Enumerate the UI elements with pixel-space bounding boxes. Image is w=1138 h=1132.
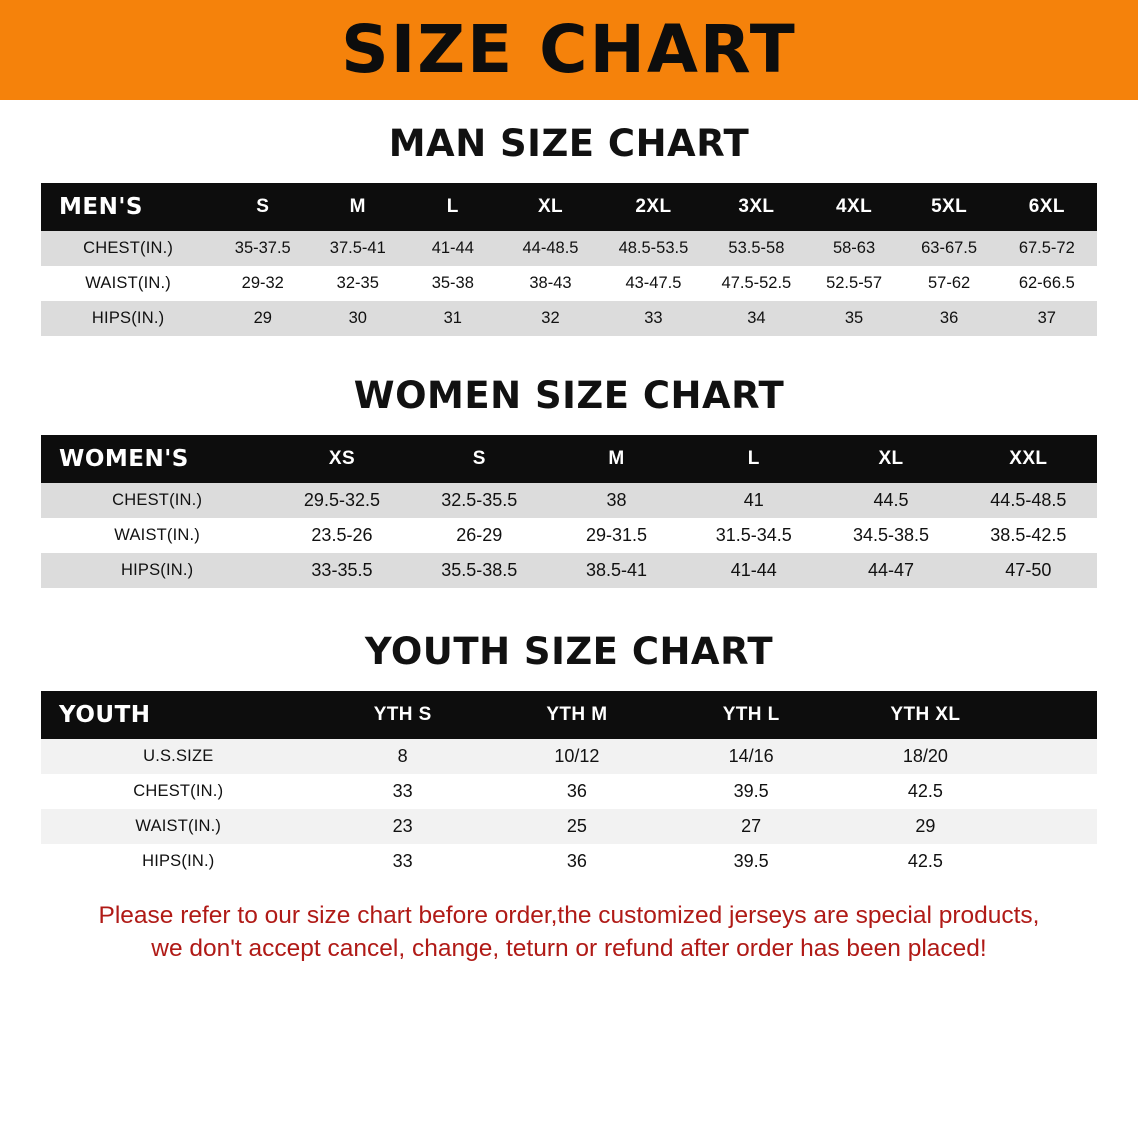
youth-ussize-yth-s: 8 <box>397 746 408 766</box>
youth-row-hips-label: HIPS(IN.) <box>142 852 215 870</box>
women-chest-xs: 29.5-32.5 <box>303 490 380 510</box>
youth-header-label: YOUTH <box>59 702 151 728</box>
youth-hips-yth-s: 33 <box>392 851 413 871</box>
table-row <box>41 483 1097 518</box>
table-row <box>41 266 1097 301</box>
man-waist-6xl: 62-66.5 <box>1018 274 1075 292</box>
man-hips-6xl: 37 <box>1037 309 1056 327</box>
youth-chest-yth-m: 36 <box>566 781 587 801</box>
man-hips-xl: 32 <box>541 309 560 327</box>
women-waist-s: 26-29 <box>456 525 503 545</box>
women-chest-l: 41 <box>743 490 764 510</box>
man-row-waist-label: WAIST(IN.) <box>85 274 171 292</box>
women-chest-xl: 44.5 <box>873 490 909 510</box>
order-policy-note <box>39 899 1099 965</box>
youth-hips-spacer <box>1012 844 1097 879</box>
youth-size-table-wrapper <box>41 691 1097 879</box>
man-header-6xl: 6XL <box>1028 196 1065 217</box>
youth-header-spacer <box>1012 691 1097 739</box>
man-header-3xl: 3XL <box>738 196 775 217</box>
man-row-chest-label: CHEST(IN.) <box>83 239 174 257</box>
man-size-table-wrapper <box>41 183 1097 336</box>
youth-waist-yth-xl: 29 <box>915 816 936 836</box>
women-hips-xxl: 47-50 <box>1005 560 1052 580</box>
man-header-m: M <box>349 196 366 217</box>
youth-row-ussize-label: U.S.SIZE <box>143 747 214 765</box>
youth-size-table <box>41 691 1097 879</box>
table-row <box>41 301 1097 336</box>
man-chest-4xl: 58-63 <box>832 239 876 257</box>
youth-row-waist-label: WAIST(IN.) <box>135 817 222 835</box>
women-hips-m: 38.5-41 <box>585 560 648 580</box>
order-policy-note-line2: we don't accept cancel, change, teturn or refund after order has been placed! <box>151 935 987 963</box>
man-waist-m: 32-35 <box>336 274 379 292</box>
man-chest-3xl: 53.5-58 <box>728 239 785 257</box>
man-header-4xl: 4XL <box>836 196 873 217</box>
women-hips-s: 35.5-38.5 <box>441 560 518 580</box>
table-row <box>41 739 1097 774</box>
women-chest-s: 32.5-35.5 <box>441 490 518 510</box>
youth-waist-yth-l: 27 <box>741 816 762 836</box>
women-header-s: S <box>472 448 486 469</box>
man-hips-5xl: 36 <box>939 309 959 327</box>
youth-hips-yth-l: 39.5 <box>733 851 769 871</box>
man-table-header-row <box>41 183 1097 231</box>
man-header-s: S <box>256 196 270 217</box>
man-waist-s: 29-32 <box>241 274 284 292</box>
women-row-hips-label: HIPS(IN.) <box>120 561 194 579</box>
youth-ussize-yth-m: 10/12 <box>554 746 600 766</box>
women-waist-xl: 34.5-38.5 <box>852 525 930 545</box>
man-section-title: MAN SIZE CHART <box>388 122 750 165</box>
youth-hips-yth-xl: 42.5 <box>907 851 943 871</box>
youth-ussize-spacer <box>1012 739 1097 774</box>
women-size-table <box>41 435 1097 588</box>
youth-header-yth-m: YTH M <box>546 704 608 725</box>
youth-header-yth-xl: YTH XL <box>890 704 961 725</box>
women-chest-xxl: 44.5-48.5 <box>990 490 1067 510</box>
women-waist-xxl: 38.5-42.5 <box>990 525 1067 545</box>
man-hips-l: 31 <box>443 309 462 327</box>
man-header-label: MEN'S <box>59 194 143 220</box>
man-chest-s: 35-37.5 <box>234 239 291 257</box>
man-waist-3xl: 47.5-52.5 <box>721 274 792 292</box>
youth-waist-yth-m: 25 <box>566 816 587 836</box>
women-row-chest-label: CHEST(IN.) <box>112 491 203 509</box>
man-waist-4xl: 52.5-57 <box>826 274 883 292</box>
man-waist-5xl: 57-62 <box>927 274 971 292</box>
youth-header-yth-s: YTH S <box>373 704 432 725</box>
women-header-l: L <box>747 448 760 469</box>
youth-chest-spacer <box>1012 774 1097 809</box>
page-title: SIZE CHART <box>341 11 797 88</box>
man-chest-l: 41-44 <box>431 239 474 257</box>
table-row <box>41 809 1097 844</box>
man-waist-l: 35-38 <box>431 274 474 292</box>
man-hips-2xl: 33 <box>644 309 663 327</box>
table-row <box>41 231 1097 266</box>
table-row <box>41 518 1097 553</box>
youth-hips-yth-m: 36 <box>566 851 587 871</box>
youth-chest-yth-l: 39.5 <box>733 781 769 801</box>
man-waist-2xl: 43-47.5 <box>625 274 682 292</box>
women-hips-xs: 33-35.5 <box>311 560 373 580</box>
youth-ussize-yth-l: 14/16 <box>728 746 774 766</box>
man-row-hips-label: HIPS(IN.) <box>91 309 165 327</box>
youth-table-header-row <box>41 691 1097 739</box>
youth-waist-spacer <box>1012 809 1097 844</box>
women-row-waist-label: WAIST(IN.) <box>114 526 201 544</box>
youth-section-title: YOUTH SIZE CHART <box>364 630 774 673</box>
women-hips-l: 41-44 <box>730 560 777 580</box>
women-header-m: M <box>608 448 625 469</box>
women-section-title: WOMEN SIZE CHART <box>353 374 785 417</box>
youth-ussize-yth-xl: 18/20 <box>902 746 948 766</box>
man-hips-4xl: 35 <box>844 309 864 327</box>
women-header-xs: XS <box>328 448 356 469</box>
women-header-xxl: XXL <box>1009 448 1048 469</box>
youth-header-yth-l: YTH L <box>722 704 780 725</box>
women-table-header-row <box>41 435 1097 483</box>
man-hips-3xl: 34 <box>747 309 766 327</box>
man-chest-5xl: 63-67.5 <box>921 239 978 257</box>
women-header-label: WOMEN'S <box>59 446 189 472</box>
man-header-l: L <box>446 196 459 217</box>
youth-row-chest-label: CHEST(IN.) <box>133 782 224 800</box>
youth-chest-yth-xl: 42.5 <box>907 781 943 801</box>
man-header-2xl: 2XL <box>635 196 672 217</box>
women-chest-m: 38 <box>606 490 627 510</box>
table-row <box>41 774 1097 809</box>
man-chest-2xl: 48.5-53.5 <box>618 239 689 257</box>
size-chart-banner <box>0 0 1138 100</box>
table-row <box>41 553 1097 588</box>
youth-waist-yth-s: 23 <box>392 816 413 836</box>
women-size-table-wrapper <box>41 435 1097 588</box>
women-header-xl: XL <box>878 448 904 469</box>
table-row <box>41 844 1097 879</box>
man-size-table <box>41 183 1097 336</box>
man-chest-m: 37.5-41 <box>329 239 386 257</box>
man-waist-xl: 38-43 <box>529 274 572 292</box>
women-waist-xs: 23.5-26 <box>311 525 373 545</box>
man-header-5xl: 5XL <box>931 196 968 217</box>
order-policy-note-line1: Please refer to our size chart before order,the customized jerseys are special products, <box>98 902 1040 929</box>
man-hips-s: 29 <box>253 309 272 327</box>
man-hips-m: 30 <box>348 309 367 327</box>
man-chest-xl: 44-48.5 <box>522 239 579 257</box>
man-header-xl: XL <box>537 196 564 217</box>
women-hips-xl: 44-47 <box>868 560 915 580</box>
women-waist-l: 31.5-34.5 <box>715 525 792 545</box>
youth-chest-yth-s: 33 <box>392 781 413 801</box>
man-chest-6xl: 67.5-72 <box>1018 239 1075 257</box>
women-waist-m: 29-31.5 <box>585 525 648 545</box>
